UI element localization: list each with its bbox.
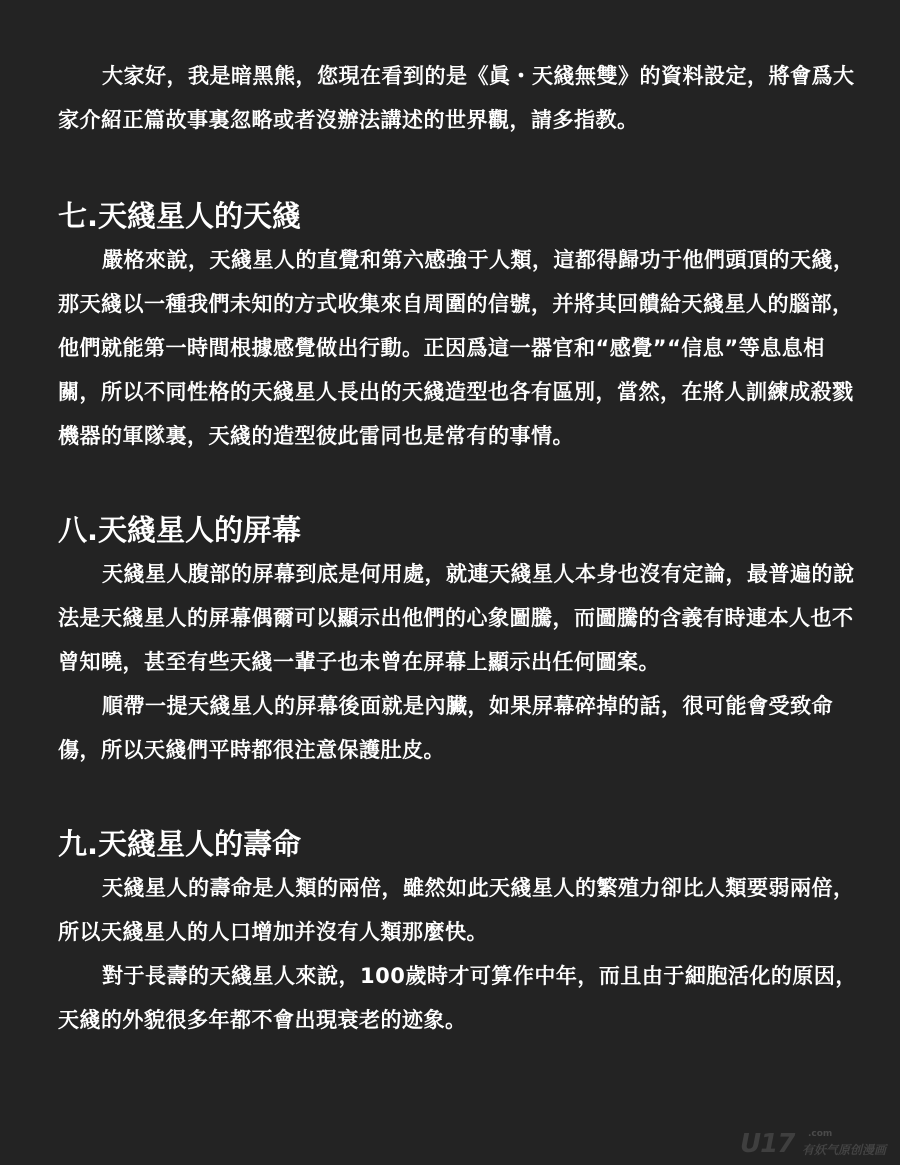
section-paragraph: 天綫星人腹部的屏幕到底是何用處，就連天綫星人本身也沒有定論，最普遍的說法是天綫星人的屏幕偶爾可以顯示出他們的心象圖騰，而圖騰的含義有時連本人也不曾知曉，甚至有些天綫一輩子也未曾在屏幕上顯示出任何圖案。 (58, 562, 855, 674)
document-body (58, 54, 858, 1092)
u17-watermark-logo (740, 1127, 890, 1161)
watermark-domain: .com (808, 1129, 833, 1139)
section-screen (58, 508, 858, 772)
section-title: 八.天綫星人的屏幕 (58, 513, 302, 547)
intro-paragraph: 大家好，我是暗黑熊，您現在看到的是《眞・天綫無雙》的資料設定，將會爲大家介紹正篇故事裏忽略或者沒辦法講述的世界觀，請多指教。 (58, 64, 855, 132)
section-title: 七.天綫星人的天綫 (58, 199, 302, 233)
section-title: 九.天綫星人的壽命 (58, 827, 302, 861)
section-paragraph: 順帶一提天綫星人的屏幕後面就是內臟，如果屏幕碎掉的話，很可能會受致命傷，所以天綫們平時都很注意保護肚皮。 (58, 694, 833, 762)
watermark-tagline: 有妖气原创漫画 (802, 1143, 887, 1157)
section-lifespan (58, 822, 858, 1042)
section-paragraph: 嚴格來說，天綫星人的直覺和第六感強于人類，這都得歸功于他們頭頂的天綫，那天綫以一種我們未知的方式收集來自周圍的信號，并將其回饋給天綫星人的腦部，他們就能第一時間根據感覺做出行動。正因爲這一器官和“感覺”“信息”等息息相關，所以不同性格的天綫星人長出的天綫造型也各有區別，當然，在將人訓練成殺戮機器的軍隊裏，天綫的造型彼此雷同也是常有的事情。 (58, 248, 855, 448)
section-paragraph: 天綫星人的壽命是人類的兩倍，雖然如此天綫星人的繁殖力卻比人類要弱兩倍，所以天綫星人的人口增加并沒有人類那麼快。 (58, 876, 855, 944)
section-antenna (58, 194, 858, 458)
watermark-logo-text: U17 (740, 1129, 795, 1159)
section-paragraph: 對于長壽的天綫星人來說，100歲時才可算作中年，而且由于細胞活化的原因，天綫的外貌很多年都不會出現衰老的迹象。 (58, 964, 857, 1032)
